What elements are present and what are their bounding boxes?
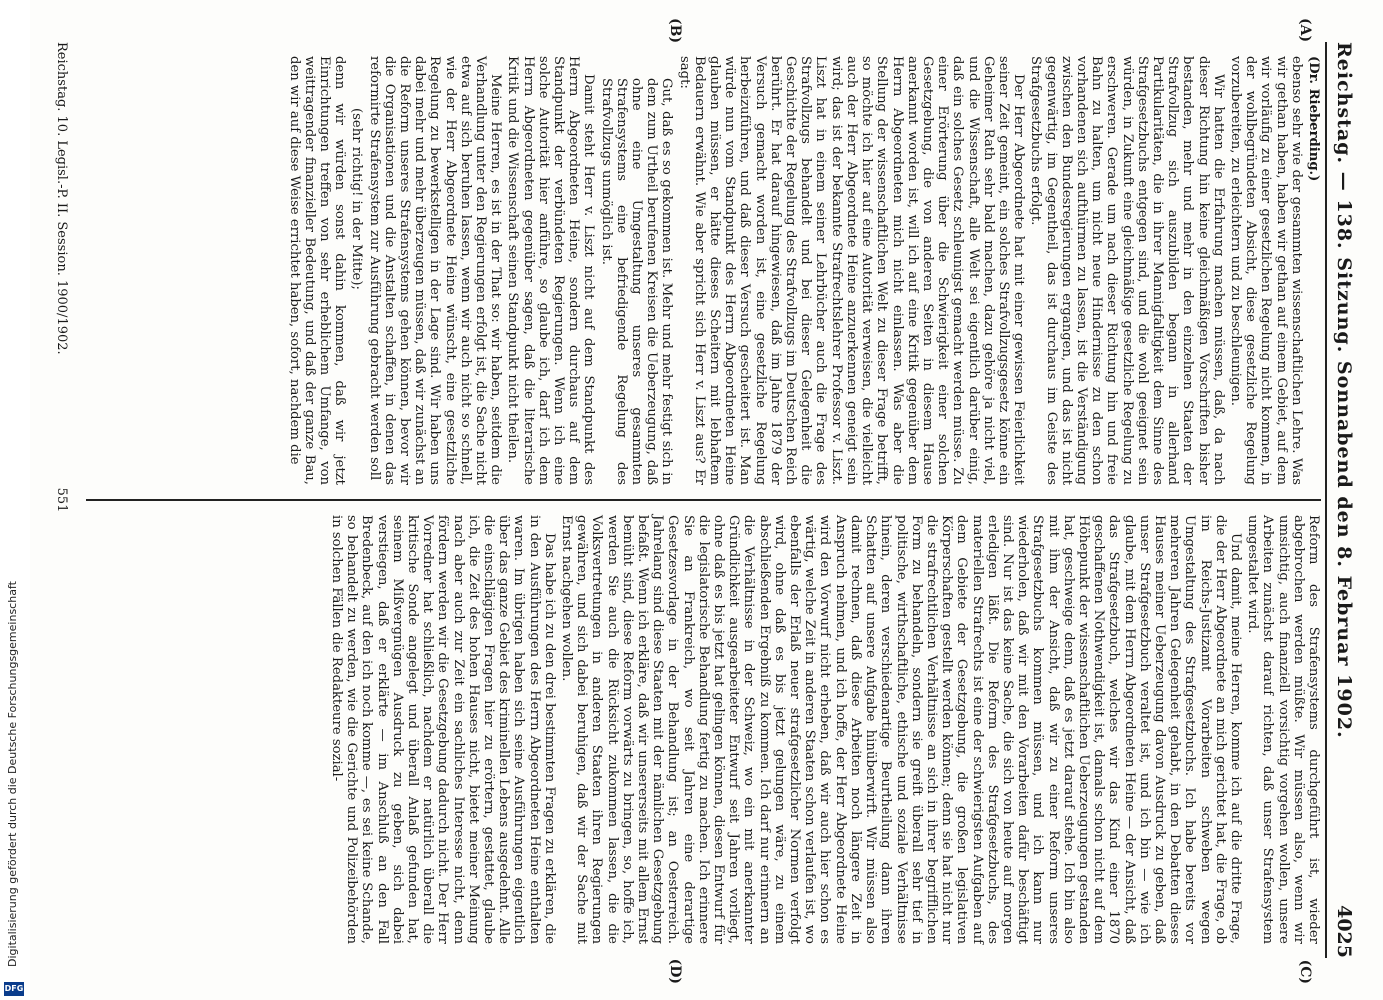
paragraph: denn wir würden sonst dahin kommen, daß wir jetzt Einrichtungen treffen von sehr erheblichem Umfange, von weittragender finanzieller Bedeutung, und daß der ganze Bau, den wir auf diese Weise errichtet haben, sofort, nachdem die	[286, 56, 348, 485]
page-footer	[54, 42, 69, 958]
paragraph: Damit steht Herr v. Liszt nicht auf dem Standpunkt des Herrn Abgeordneten Heine, sondern durchaus auf dem Standpunkt der verbündeten Regierungen. Wenn ich eine solche Autorität hier anführe, so glaube ich, darf ich dem Herrn Abgeordneten gegenüber sagen, daß die literarische Kritik und die Wissenschaft seinen Standpunkt nicht theilen.	[505, 56, 597, 485]
page-number: 4025	[1333, 905, 1355, 958]
margin-marker-d: (D)	[667, 958, 683, 984]
page-title: Reichstag. — 138. Sitzung. Sonnabend den 8. Februar 1902.	[1333, 42, 1355, 739]
scanned-page	[30, 0, 1383, 1000]
margin-marker-c: (C)	[1297, 959, 1313, 984]
page-content	[30, 0, 1383, 1000]
paragraph: Das habe ich zu den drei bestimmten Fragen zu erklären, die in den Ausführungen des Herrn Abgeordneten Heine enthalten waren. Im übrigen haben sich seine Ausführungen eigentlich über das ganze Gebiet des kriminellen Lebens ausgedehnt. Alle die einschlägigen Fragen hier zu erörtern, gestattet, glaube ich, die Zeit des hohen Hauses nicht, bietet meiner Meinung nach aber auch zur Zeit ein sachliches Interesse nicht, denn fördern werden wir die Gesetzgebung dadurch nicht. Der Herr Vorredner hat schließlich, nachdem er natürlich überall die kritische Sonde angelegt und überall Anlaß gefunden hat, seinem Mißvergnügen Ausdruck zu geben, sich dabei verstiegen, daß er erklärte — im Anschluß an den Fall Bredenbeck, auf den ich noch komme —, es sei keine Schande, so behandelt zu werden, wie die Gerichte und Polizeibehörden in solchen Fällen die Redakteure sozial-	[329, 515, 557, 944]
paragraph: ebenso sehr wie der gesammten wissenschaftlichen Lehre. Was wir gethan haben, haben wir gethan auf einem Gebiet, auf dem wir vorläufig zu einer gesetzlichen Regelung nicht kommen, in der wohlbegründeten Absicht, diese gesetzliche Regelung vorzubereiten, zu erleichtern und zu beschleunigen.	[1227, 56, 1304, 485]
paragraph: Und damit, meine Herren, komme ich auf die dritte Frage, die der Herr Abgeordnete an mich gerichtet hat, die Frage, ob im Reichs-Justizamt Vorarbeiten schweben wegen Umgestaltung des Strafgesetzbuchs. Ich habe bereits vor mehreren Jahren Gelegenheit gehabt, in den Debatten dieses Hauses meiner Ueberzeugung davon Ausdruck zu geben, daß unser Strafgesetzbuch veraltet ist, und ich bin — wie ich glaube, mit dem Herrn Abgeordneten Heine — der Ansicht, daß das Strafgesetzbuch, welches wir das Kind einer 1870 geschaffenen Nothwendigkeit ist, damals schon nicht auf dem Höhepunkt der wissenschaftlichen Ueberzeugungen gestanden hat, geschweige denn, daß es jetzt darauf stehe. Ich bin also mit ihm der Ansicht, daß wir zu einer Reform unseres Strafgesetzbuchs kommen müssen, und ich kann nur wiederholen, daß wir mit den Vorarbeiten dafür beschäftigt sind. Nur ist das keine Sache, die sich von heute auf morgen erledigen läßt. Die Reform des Strafgesetzbuchs, des materiellen Strafrechts ist eine der schwierigsten Aufgaben auf dem Gebiete der Gesetzgebung, die großen legislativen Körperschaften gestellt werden können; denn sie hat nicht nur die strafrechtlichen Verhältnisse an sich in ihrer begrifflichen Form zu behandeln, sondern sie greift überall sehr tief in politische, wirthschaftliche, ethische und soziale Verhältnisse hinein, deren verschiedenartige Beurtheilung dann ihren Schatten auf unsere Aufgabe hinüberwirft. Wir müssen also damit rechnen, daß diese Arbeiten noch längere Zeit in Anspruch nehmen, und ich hoffe, der Herr Abgeordnete Heine wird den Vorwurf nicht erheben, daß wir auch hier schon es wärtig, welche Zeit in anderen Staaten schon verlaufen ist, wo ebenfalls der Erlaß neuer strafgesetzlicher Normen verfolgt wird, ohne daß es bis jetzt gelungen wäre, zu einem abschließenden Ergebniß zu kommen. Ich darf nur erinnern an die Verhältnisse in der Schweiz, wo ein mit anerkannter Gründlichkeit ausgearbeiteter Entwurf seit Jahren vorliegt, ohne daß es bis jetzt hat gelingen können, diesen Entwurf für die legislatorische Behandlung fertig zu machen. Ich erinnere Sie an Frankreich, wo seit Jahren eine derartige Gesetzesvorlage in der Behandlung ist; an Oesterreich. Jahrelang sind diese Staaten mit der nämlichen Gesetzgebung befaßt. Wenn ich erkläre, daß wir unsererseits mit allem Ernst bemüht sind, diese Reform vorwärts zu bringen, so, hoffe ich, werden Sie auch die Rücksicht zukommen lassen, die die Volksvertretungen in anderen Staaten ihren Regierungen gewähren, und sich dabei beruhigen, daß wir der Sache mit Ernst nachgehen wollen.	[559, 515, 1243, 944]
interjection: (sehr richtig! in der Mitte);	[349, 108, 365, 290]
column-left	[86, 42, 1321, 499]
digitization-credit-text: Digitalisierung gefördert durch die Deutsche Forschungsgemeinschaft	[6, 581, 19, 967]
paragraph: Reform des Strafensystems durchgeführt ist, wieder abgebrochen werden müßte. Wir müssen also, wenn wir umsichtig, auch finanziell vorsichtig vorgehen wollen, unsere Arbeiten zunächst darauf richten, daß unser Strafensystem umgestaltet wird.	[1245, 515, 1321, 944]
paragraph: Der Herr Abgeordnete hat mit einer gewissen Feierlichkeit seiner Zeit gemeint, ein solches Strafvollzugsgesetz könne ein Geheimer Rath sehr bald machen, dazu gehöre ja nicht viel, und die Wissenschaft, alle Welt sei eigentlich darüber einig, daß ein solches Gesetz schleunigst gemacht werden müsse. Zu einer Erörterung über die Schwierigkeit einer solchen Gesetzgebung, die von anderen Seiten in diesem Hause anerkannt worden ist, will ich auf eine Kritik gegenüber dem Herrn Abgeordneten mich nicht einlassen. Was aber die Stellung der wissenschaftlichen Welt zu dieser Frage betrifft, so möchte ich hier auf eine Autorität verweisen, die vielleicht auch der Herr Abgeordnete Heine anzuerkennen geneigt sein wird; das ist der bekannte Strafrechtslehrer Professor v. Liszt. Liszt hat in einem seiner Lehrbücher auch die Frage des Strafvollzugs behandelt und bei dieser Gelegenheit die Geschichte der Regelung des Strafvollzugs im Deutschen Reich berührt. Er hat darauf hingewiesen, daß im Jahre 1879 der Versuch gemacht worden ist, eine gesetzliche Regelung herbeizuführen, und daß dieser Versuch gescheitert ist. Man würde nun vom Standpunkt des Herrn Abgeordneten Heine glauben müssen, er hätte dieses Scheitern mit lebhaftem Bedauern erwähnt. Wie aber spricht sich Herr v. Liszt aus? Er sagt:	[676, 56, 1027, 485]
column-right	[86, 499, 1321, 958]
margin-marker-b: (B)	[667, 18, 683, 44]
text-columns	[86, 42, 1321, 958]
speaker-name: (Dr. Rieberding.)	[1306, 56, 1321, 182]
margin-marker-a: (A)	[1297, 18, 1313, 43]
paragraph: Wir hatten die Erfahrung machen müssen, daß, da nach dieser Richtung hin keine gleichmäßigen Vorschriften bisher bestanden, mehr und mehr in den einzelnen Staaten der Strafvollzug sich auszubilden begann in allerhand Partikularitäten, die in ihrer Mannigfaltigkeit dem Sinne des Strafgesetzbuchs entgegen sind, und die wohl geeignet sein würden, in Zukunft eine gleichmäßige gesetzliche Regelung zu erschweren. Gerade um nach dieser Richtung hin und freie Bahn zu halten, um nicht neue Hindernisse zu den schon vorhandenen sich aufthürmen zu lassen, ist die Verständigung zwischen den Bundesregierungen ergangen, und das ist nicht gegenwärtig, im Gegentheil, das ist durchaus im Geiste des Strafgesetzbuchs erfolgt.	[1028, 56, 1226, 485]
digitization-credit	[2, 20, 28, 980]
paragraph: Meine Herren, es ist in der That so: wir haben, seitdem die Verhandlung unter den Regierungen erfolgt ist, die Sache nicht etwa auf sich beruhen lassen, wenn wir auch nicht so schnell, wie der Herr Abgeordnete Heine wünscht, eine gesetzliche Regelung zu bewerkstelligen in der Lage sind. Wir haben uns dabei mehr und mehr überzeugen müssen, daß wir zunächst an die Reform unseres Strafensystems gehen können, bevor wir die Organisationen und die Anstalten schaffen, in denen das reformirte Strafensystem zur Ausführung gebracht werden soll	[366, 56, 504, 485]
page-header	[1325, 42, 1355, 958]
block-quote: Gut, daß es so gekommen ist. Mehr und mehr festigt sich in dem zum Urtheil berufenen Kreisen die Ueberzeugung, daß ohne eine Umgestaltung unseres gesammten Strafensystems eine befriedigende Regelung des Strafvollzugs unmöglich ist.	[598, 78, 675, 485]
footer-signature: 551	[54, 487, 69, 513]
footer-session-info: Reichstag. 10. Legisl.-P. II. Session. 1900/1902.	[54, 42, 69, 355]
dfg-logo: DFG	[4, 982, 24, 996]
